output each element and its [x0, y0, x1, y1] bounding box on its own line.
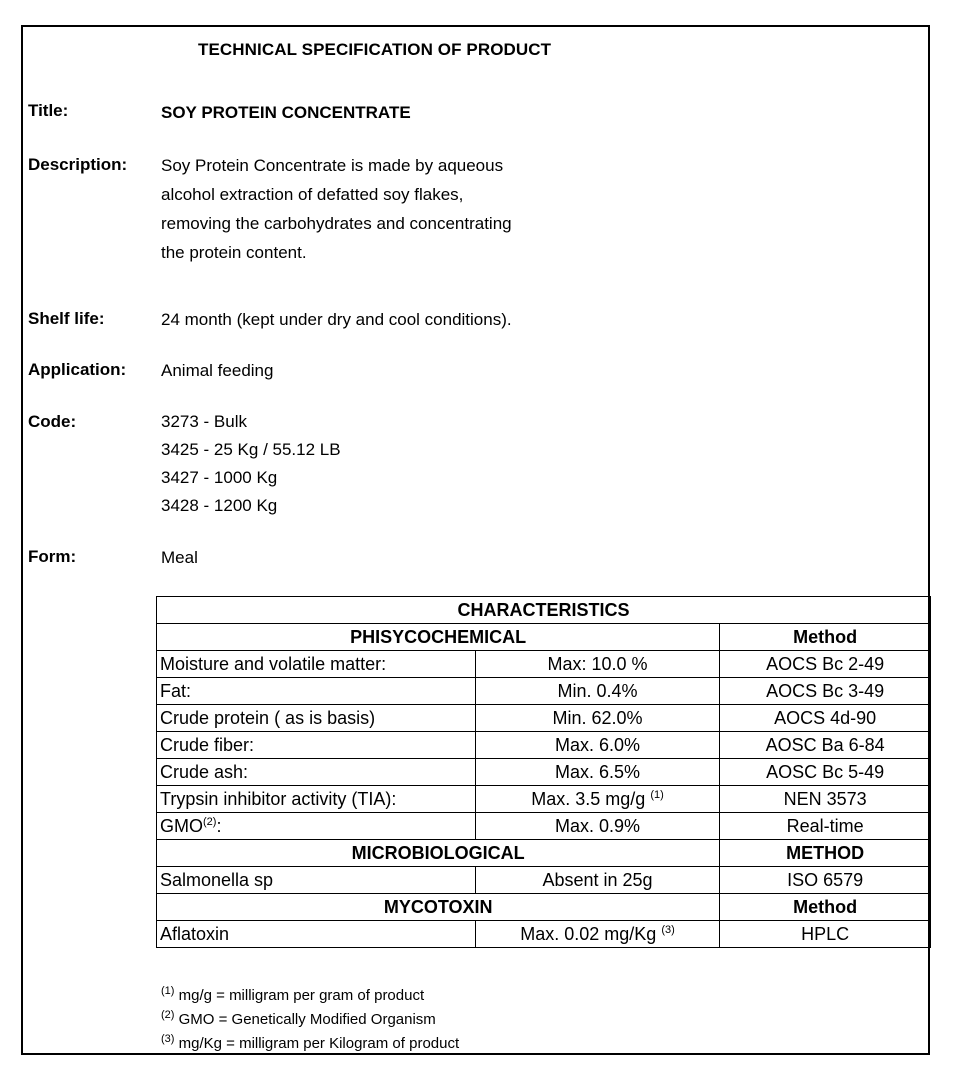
section-name: MYCOTOXIN	[157, 894, 720, 921]
value-cell	[475, 786, 720, 813]
value-text: Max. 0.02 mg/Kg	[520, 924, 657, 944]
shelf-life-label: Shelf life:	[28, 309, 105, 328]
value-cell: Max. 6.0%	[475, 732, 720, 759]
footnote-mark: (2)	[161, 1009, 175, 1021]
table-row	[157, 759, 931, 786]
footnote-ref: (3)	[661, 924, 675, 936]
value-cell: Max. 6.5%	[475, 759, 720, 786]
footnote-text: mg/Kg = milligram per Kilogram of product	[174, 1035, 460, 1052]
table-row	[157, 921, 931, 948]
table-row	[157, 705, 931, 732]
footnote-ref: (1)	[650, 789, 664, 801]
method-cell: AOCS Bc 3-49	[720, 678, 931, 705]
table-row	[157, 813, 931, 840]
parameter-cell: Salmonella sp	[157, 867, 476, 894]
code-line: 3273 - Bulk	[161, 412, 247, 431]
method-cell: AOSC Bc 5-49	[720, 759, 931, 786]
footnote-text: mg/g = milligram per gram of product	[174, 987, 425, 1004]
title-value: SOY PROTEIN CONCENTRATE	[161, 103, 411, 122]
footnote	[161, 1008, 459, 1032]
parameter-cell: Fat:	[157, 678, 476, 705]
characteristics-table	[156, 596, 931, 948]
section-name: PHISYCOCHEMICAL	[157, 624, 720, 651]
description-line: alcohol extraction of defatted soy flakes,	[161, 185, 464, 204]
footnote-mark: (1)	[161, 985, 175, 997]
description-label: Description:	[28, 155, 128, 174]
code-line: 3428 - 1200 Kg	[161, 496, 278, 515]
value-text: Max. 3.5 mg/g	[531, 789, 646, 809]
value-cell: Min. 0.4%	[475, 678, 720, 705]
parameter-cell	[157, 813, 476, 840]
section-header-row	[157, 894, 931, 921]
section-name: MICROBIOLOGICAL	[157, 840, 720, 867]
method-cell: HPLC	[720, 921, 931, 948]
method-header: Method	[720, 624, 931, 651]
parameter-cell: Aflatoxin	[157, 921, 476, 948]
footnote-text: GMO = Genetically Modified Organism	[174, 1011, 436, 1028]
footnote	[161, 1032, 459, 1056]
form-label: Form:	[28, 547, 77, 566]
value-cell: Max: 10.0 %	[475, 651, 720, 678]
method-header: Method	[720, 894, 931, 921]
method-cell: AOCS Bc 2-49	[720, 651, 931, 678]
value-cell	[475, 921, 720, 948]
parameter-cell: Crude ash:	[157, 759, 476, 786]
description-line: removing the carbohydrates and concentrating	[161, 214, 512, 233]
method-header: METHOD	[720, 840, 931, 867]
method-cell: NEN 3573	[720, 786, 931, 813]
method-cell: AOCS 4d-90	[720, 705, 931, 732]
description-line: Soy Protein Concentrate is made by aqueous	[161, 156, 504, 175]
footnote	[161, 984, 459, 1008]
table-row	[157, 867, 931, 894]
table-row	[157, 732, 931, 759]
description-line: the protein content.	[161, 243, 307, 262]
method-cell: ISO 6579	[720, 867, 931, 894]
code-line: 3425 - 25 Kg / 55.12 LB	[161, 440, 341, 459]
value-cell: Min. 62.0%	[475, 705, 720, 732]
table-title: CHARACTERISTICS	[157, 597, 931, 624]
footnote-mark: (3)	[161, 1033, 175, 1045]
document-heading: TECHNICAL SPECIFICATION OF PRODUCT	[198, 40, 552, 59]
code-line: 3427 - 1000 Kg	[161, 468, 278, 487]
code-label: Code:	[28, 412, 77, 431]
table-row	[157, 651, 931, 678]
value-cell: Absent in 25g	[475, 867, 720, 894]
footnote-ref: (2)	[203, 816, 217, 828]
code-value	[161, 408, 341, 520]
parameter-suffix: :	[216, 816, 222, 836]
value-cell: Max. 0.9%	[475, 813, 720, 840]
parameter-cell: Crude protein ( as is basis)	[157, 705, 476, 732]
table-row	[157, 678, 931, 705]
application-value: Animal feeding	[161, 361, 274, 380]
parameter-cell: Crude fiber:	[157, 732, 476, 759]
application-label: Application:	[28, 360, 127, 379]
section-header-row	[157, 840, 931, 867]
table-row	[157, 786, 931, 813]
shelf-life-value: 24 month (kept under dry and cool conditions).	[161, 310, 512, 329]
section-header-row	[157, 624, 931, 651]
method-cell: AOSC Ba 6-84	[720, 732, 931, 759]
parameter-cell: Moisture and volatile matter:	[157, 651, 476, 678]
parameter-cell: Trypsin inhibitor activity (TIA):	[157, 786, 476, 813]
description-value	[161, 151, 512, 267]
parameter-text: GMO	[160, 816, 203, 836]
form-value: Meal	[161, 548, 198, 567]
method-cell: Real-time	[720, 813, 931, 840]
table-title-row	[157, 597, 931, 624]
footnotes	[161, 984, 459, 1056]
title-label: Title:	[28, 101, 69, 120]
